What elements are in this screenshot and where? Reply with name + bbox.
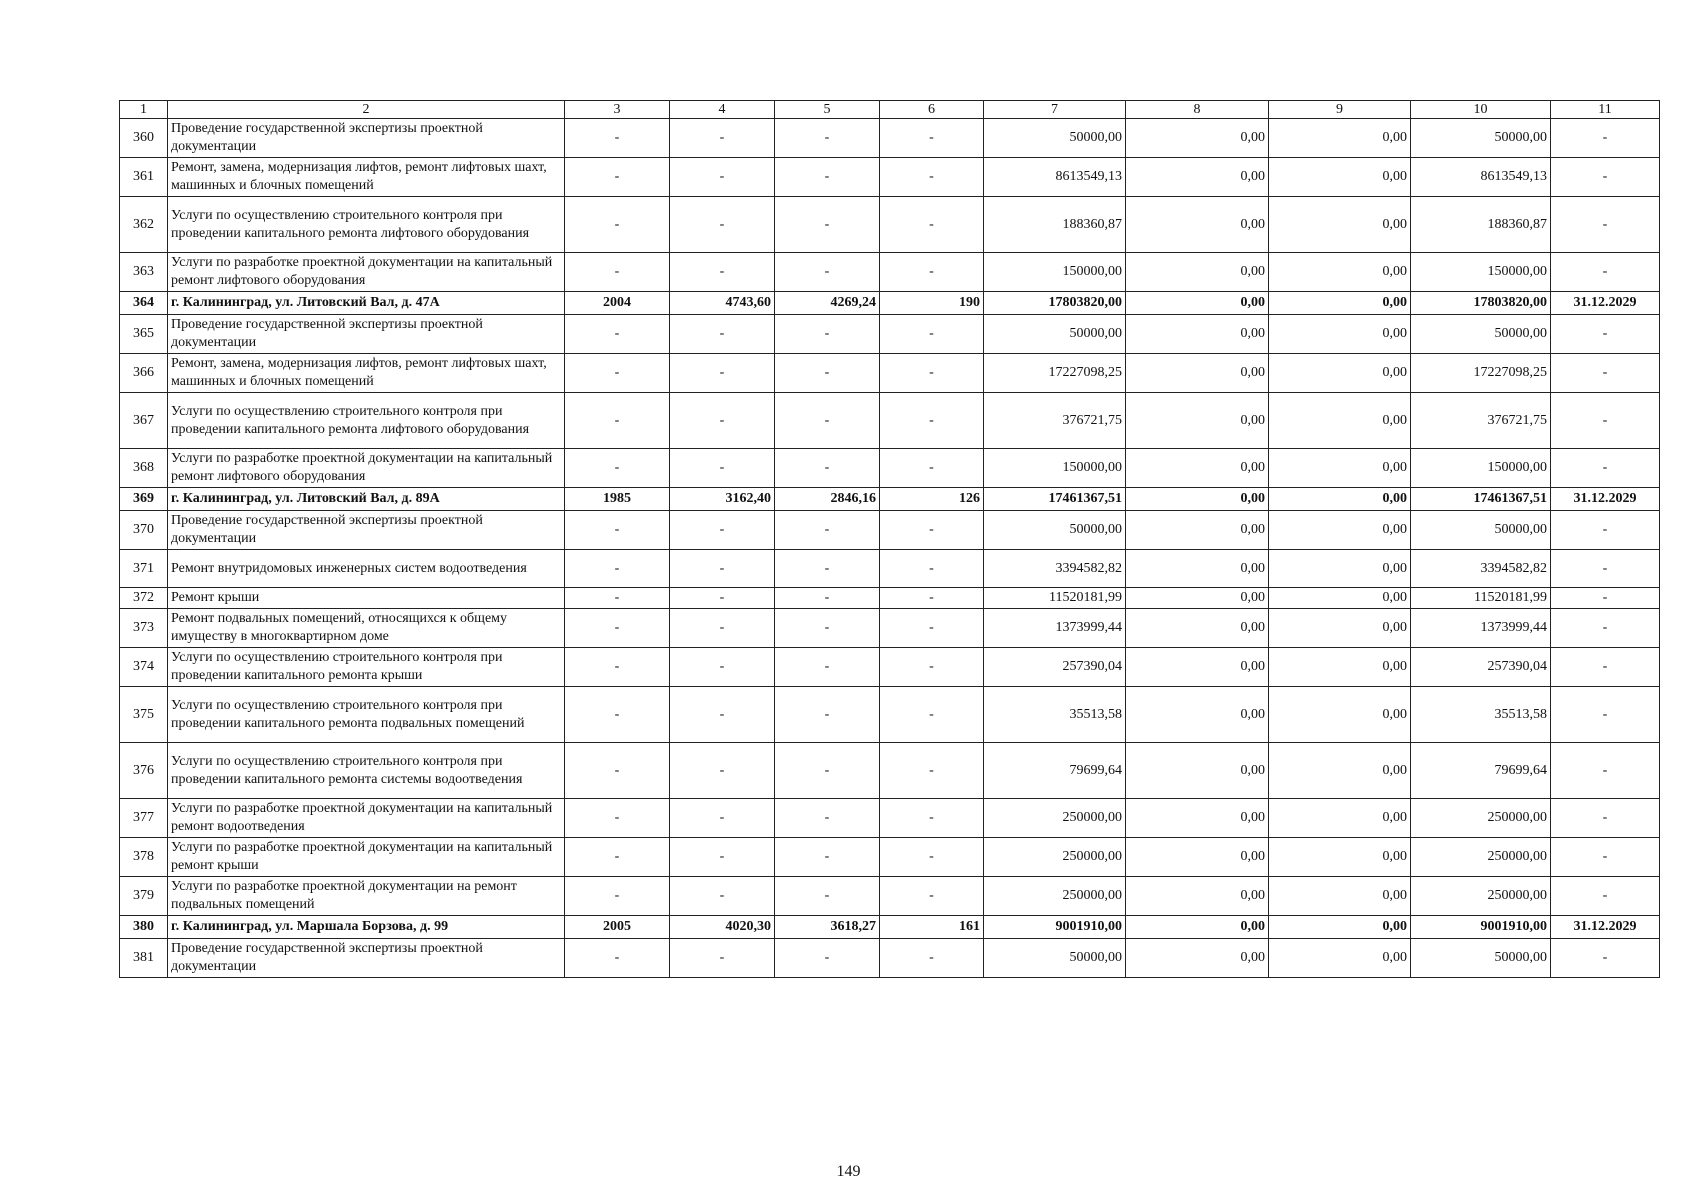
col-3-value: - (565, 939, 670, 978)
row-number: 364 (120, 292, 168, 315)
col-11-value: - (1551, 449, 1660, 488)
work-name: Проведение государственной экспертизы проектной документации (168, 511, 565, 550)
col-6-value: - (880, 877, 984, 916)
col-5-value: - (775, 393, 880, 449)
col-10-value: 8613549,13 (1411, 158, 1551, 197)
table-row (120, 253, 1660, 292)
col-11-value: - (1551, 799, 1660, 838)
col-5-value: - (775, 838, 880, 877)
col-4-value: - (670, 119, 775, 158)
header-cell: 3 (565, 101, 670, 119)
col-6-value: - (880, 838, 984, 877)
row-number: 361 (120, 158, 168, 197)
col-9-value: 0,00 (1269, 197, 1411, 253)
col-3-value: - (565, 687, 670, 743)
page-number: 149 (836, 1163, 861, 1180)
row-number: 366 (120, 354, 168, 393)
col-11-value: - (1551, 315, 1660, 354)
col-4-value: - (670, 743, 775, 799)
row-number: 374 (120, 648, 168, 687)
col-6-value: - (880, 393, 984, 449)
table-row (120, 393, 1660, 449)
row-number: 367 (120, 393, 168, 449)
col-9-value: 0,00 (1269, 119, 1411, 158)
col-7-value: 150000,00 (984, 253, 1126, 292)
col-7-value: 9001910,00 (984, 916, 1126, 939)
col-9-value: 0,00 (1269, 354, 1411, 393)
col-7-value: 257390,04 (984, 648, 1126, 687)
col-9-value: 0,00 (1269, 511, 1411, 550)
col-10-value: 50000,00 (1411, 511, 1551, 550)
col-7-value: 50000,00 (984, 939, 1126, 978)
row-number: 378 (120, 838, 168, 877)
header-cell: 5 (775, 101, 880, 119)
col-3-value: - (565, 511, 670, 550)
col-6-value: - (880, 354, 984, 393)
col-6-value: - (880, 253, 984, 292)
col-3-value: - (565, 315, 670, 354)
row-number: 368 (120, 449, 168, 488)
col-10-value: 17227098,25 (1411, 354, 1551, 393)
col-11-value: - (1551, 354, 1660, 393)
table-row (120, 511, 1660, 550)
col-7-value: 188360,87 (984, 197, 1126, 253)
col-11-value: - (1551, 197, 1660, 253)
col-9-value: 0,00 (1269, 550, 1411, 588)
col-11-value: - (1551, 158, 1660, 197)
col-7-value: 250000,00 (984, 799, 1126, 838)
col-10-value: 1373999,44 (1411, 609, 1551, 648)
table-row (120, 648, 1660, 687)
table-row (120, 799, 1660, 838)
col-4-value: 4020,30 (670, 916, 775, 939)
row-number: 377 (120, 799, 168, 838)
col-5-value: - (775, 354, 880, 393)
col-10-value: 250000,00 (1411, 799, 1551, 838)
col-4-value: - (670, 511, 775, 550)
col-6-value: - (880, 939, 984, 978)
col-11-value: - (1551, 838, 1660, 877)
col-7-value: 1373999,44 (984, 609, 1126, 648)
col-3-value: - (565, 550, 670, 588)
col-9-value: 0,00 (1269, 687, 1411, 743)
col-8-value: 0,00 (1126, 315, 1269, 354)
col-3-value: - (565, 609, 670, 648)
table-row (120, 743, 1660, 799)
row-number: 381 (120, 939, 168, 978)
col-11-value: - (1551, 550, 1660, 588)
col-10-value: 250000,00 (1411, 877, 1551, 916)
col-7-value: 79699,64 (984, 743, 1126, 799)
col-4-value: - (670, 609, 775, 648)
row-number: 363 (120, 253, 168, 292)
work-name: Услуги по осуществлению строительного контроля при проведении капитального ремонта лифтового оборудования (168, 393, 565, 449)
work-name: г. Калининград, ул. Литовский Вал, д. 47А (168, 292, 565, 315)
col-11-value: - (1551, 743, 1660, 799)
col-5-value: - (775, 158, 880, 197)
col-7-value: 150000,00 (984, 449, 1126, 488)
col-11-value: - (1551, 393, 1660, 449)
header-cell: 2 (168, 101, 565, 119)
col-8-value: 0,00 (1126, 488, 1269, 511)
table-row (120, 550, 1660, 588)
col-3-value: - (565, 253, 670, 292)
col-8-value: 0,00 (1126, 119, 1269, 158)
col-7-value: 17227098,25 (984, 354, 1126, 393)
col-8-value: 0,00 (1126, 648, 1269, 687)
col-5-value: - (775, 687, 880, 743)
col-10-value: 250000,00 (1411, 838, 1551, 877)
col-11-value: - (1551, 939, 1660, 978)
col-10-value: 17803820,00 (1411, 292, 1551, 315)
table-row (120, 687, 1660, 743)
col-6-value: - (880, 648, 984, 687)
col-9-value: 0,00 (1269, 393, 1411, 449)
col-11-value: - (1551, 511, 1660, 550)
col-9-value: 0,00 (1269, 253, 1411, 292)
col-8-value: 0,00 (1126, 354, 1269, 393)
work-name: Услуги по осуществлению строительного контроля при проведении капитального ремонта лифтового оборудования (168, 197, 565, 253)
work-name: г. Калининград, ул. Маршала Борзова, д. 99 (168, 916, 565, 939)
col-9-value: 0,00 (1269, 916, 1411, 939)
col-6-value: - (880, 588, 984, 609)
col-3-value: 2004 (565, 292, 670, 315)
col-10-value: 257390,04 (1411, 648, 1551, 687)
col-4-value: 3162,40 (670, 488, 775, 511)
col-11-value: 31.12.2029 (1551, 488, 1660, 511)
header-cell: 10 (1411, 101, 1551, 119)
table-row (120, 158, 1660, 197)
row-number: 370 (120, 511, 168, 550)
header-cell: 6 (880, 101, 984, 119)
col-5-value: 2846,16 (775, 488, 880, 511)
col-7-value: 50000,00 (984, 119, 1126, 158)
col-3-value: - (565, 197, 670, 253)
header-cell: 8 (1126, 101, 1269, 119)
work-name: Проведение государственной экспертизы проектной документации (168, 939, 565, 978)
col-10-value: 150000,00 (1411, 449, 1551, 488)
work-name: Услуги по осуществлению строительного контроля при проведении капитального ремонта крыши (168, 648, 565, 687)
col-10-value: 17461367,51 (1411, 488, 1551, 511)
col-5-value: - (775, 197, 880, 253)
col-6-value: - (880, 449, 984, 488)
col-6-value: 126 (880, 488, 984, 511)
col-9-value: 0,00 (1269, 939, 1411, 978)
col-4-value: - (670, 449, 775, 488)
col-6-value: - (880, 687, 984, 743)
col-6-value: - (880, 158, 984, 197)
col-9-value: 0,00 (1269, 877, 1411, 916)
col-11-value: - (1551, 609, 1660, 648)
header-cell: 7 (984, 101, 1126, 119)
row-number: 369 (120, 488, 168, 511)
col-10-value: 3394582,82 (1411, 550, 1551, 588)
col-6-value: - (880, 197, 984, 253)
col-7-value: 50000,00 (984, 315, 1126, 354)
col-5-value: - (775, 588, 880, 609)
header-cell: 4 (670, 101, 775, 119)
col-11-value: - (1551, 648, 1660, 687)
work-name: Услуги по разработке проектной документации на капитальный ремонт лифтового оборудования (168, 449, 565, 488)
col-3-value: - (565, 119, 670, 158)
col-10-value: 188360,87 (1411, 197, 1551, 253)
col-10-value: 35513,58 (1411, 687, 1551, 743)
col-3-value: 2005 (565, 916, 670, 939)
col-9-value: 0,00 (1269, 588, 1411, 609)
col-9-value: 0,00 (1269, 449, 1411, 488)
table-row (120, 588, 1660, 609)
work-name: Услуги по осуществлению строительного контроля при проведении капитального ремонта системы водоотведения (168, 743, 565, 799)
col-4-value: - (670, 393, 775, 449)
table-row (120, 197, 1660, 253)
col-3-value: - (565, 799, 670, 838)
work-name: Ремонт крыши (168, 588, 565, 609)
col-4-value: - (670, 939, 775, 978)
col-7-value: 17461367,51 (984, 488, 1126, 511)
table-row (120, 119, 1660, 158)
col-4-value: - (670, 158, 775, 197)
col-9-value: 0,00 (1269, 838, 1411, 877)
table-body (120, 101, 1660, 978)
col-8-value: 0,00 (1126, 550, 1269, 588)
col-6-value: 161 (880, 916, 984, 939)
col-6-value: - (880, 119, 984, 158)
col-4-value: - (670, 550, 775, 588)
col-3-value: - (565, 877, 670, 916)
address-row (120, 488, 1660, 511)
table-row (120, 609, 1660, 648)
address-row (120, 916, 1660, 939)
col-5-value: - (775, 550, 880, 588)
col-4-value: - (670, 648, 775, 687)
col-8-value: 0,00 (1126, 158, 1269, 197)
col-4-value: - (670, 253, 775, 292)
table-row (120, 315, 1660, 354)
col-10-value: 50000,00 (1411, 119, 1551, 158)
col-10-value: 150000,00 (1411, 253, 1551, 292)
col-8-value: 0,00 (1126, 743, 1269, 799)
col-7-value: 50000,00 (984, 511, 1126, 550)
col-3-value: - (565, 743, 670, 799)
table-row (120, 838, 1660, 877)
row-number: 379 (120, 877, 168, 916)
row-number: 376 (120, 743, 168, 799)
col-5-value: - (775, 609, 880, 648)
col-7-value: 376721,75 (984, 393, 1126, 449)
col-6-value: 190 (880, 292, 984, 315)
work-name: Услуги по разработке проектной документации на ремонт подвальных помещений (168, 877, 565, 916)
col-5-value: - (775, 877, 880, 916)
col-9-value: 0,00 (1269, 488, 1411, 511)
table-row (120, 939, 1660, 978)
row-number: 375 (120, 687, 168, 743)
address-row (120, 292, 1660, 315)
col-7-value: 17803820,00 (984, 292, 1126, 315)
col-9-value: 0,00 (1269, 799, 1411, 838)
col-8-value: 0,00 (1126, 449, 1269, 488)
work-name: Услуги по разработке проектной документации на капитальный ремонт крыши (168, 838, 565, 877)
col-4-value: - (670, 799, 775, 838)
col-8-value: 0,00 (1126, 877, 1269, 916)
col-5-value: 3618,27 (775, 916, 880, 939)
col-8-value: 0,00 (1126, 393, 1269, 449)
col-7-value: 35513,58 (984, 687, 1126, 743)
work-name: г. Калининград, ул. Литовский Вал, д. 89А (168, 488, 565, 511)
col-11-value: 31.12.2029 (1551, 916, 1660, 939)
col-8-value: 0,00 (1126, 916, 1269, 939)
col-8-value: 0,00 (1126, 253, 1269, 292)
col-3-value: - (565, 838, 670, 877)
col-7-value: 11520181,99 (984, 588, 1126, 609)
col-10-value: 376721,75 (1411, 393, 1551, 449)
col-9-value: 0,00 (1269, 648, 1411, 687)
col-4-value: - (670, 315, 775, 354)
row-number: 373 (120, 609, 168, 648)
work-name: Проведение государственной экспертизы проектной документации (168, 315, 565, 354)
col-5-value: - (775, 511, 880, 550)
header-row (120, 101, 1660, 119)
work-name: Услуги по разработке проектной документации на капитальный ремонт лифтового оборудования (168, 253, 565, 292)
col-6-value: - (880, 511, 984, 550)
col-9-value: 0,00 (1269, 292, 1411, 315)
col-3-value: - (565, 158, 670, 197)
col-8-value: 0,00 (1126, 292, 1269, 315)
col-11-value: - (1551, 588, 1660, 609)
col-11-value: 31.12.2029 (1551, 292, 1660, 315)
col-3-value: - (565, 588, 670, 609)
col-3-value: - (565, 648, 670, 687)
col-4-value: - (670, 197, 775, 253)
work-name: Ремонт подвальных помещений, относящихся к общему имуществу в многоквартирном доме (168, 609, 565, 648)
work-name: Ремонт, замена, модернизация лифтов, ремонт лифтовых шахт, машинных и блочных помещений (168, 158, 565, 197)
col-3-value: - (565, 393, 670, 449)
col-6-value: - (880, 550, 984, 588)
work-name: Услуги по разработке проектной документации на капитальный ремонт водоотведения (168, 799, 565, 838)
col-5-value: - (775, 315, 880, 354)
col-5-value: - (775, 253, 880, 292)
col-8-value: 0,00 (1126, 609, 1269, 648)
col-9-value: 0,00 (1269, 743, 1411, 799)
work-name: Ремонт внутридомовых инженерных систем водоотведения (168, 550, 565, 588)
col-7-value: 250000,00 (984, 877, 1126, 916)
col-5-value: - (775, 119, 880, 158)
col-5-value: - (775, 648, 880, 687)
col-6-value: - (880, 743, 984, 799)
table-row (120, 877, 1660, 916)
col-3-value: - (565, 354, 670, 393)
works-table (119, 100, 1660, 978)
col-10-value: 50000,00 (1411, 939, 1551, 978)
col-3-value: - (565, 449, 670, 488)
col-7-value: 250000,00 (984, 838, 1126, 877)
col-4-value: - (670, 354, 775, 393)
col-11-value: - (1551, 253, 1660, 292)
col-9-value: 0,00 (1269, 315, 1411, 354)
col-6-value: - (880, 799, 984, 838)
col-8-value: 0,00 (1126, 939, 1269, 978)
col-6-value: - (880, 315, 984, 354)
col-4-value: 4743,60 (670, 292, 775, 315)
table-row (120, 354, 1660, 393)
col-8-value: 0,00 (1126, 799, 1269, 838)
col-10-value: 79699,64 (1411, 743, 1551, 799)
col-8-value: 0,00 (1126, 687, 1269, 743)
col-4-value: - (670, 838, 775, 877)
work-name: Ремонт, замена, модернизация лифтов, ремонт лифтовых шахт, машинных и блочных помещений (168, 354, 565, 393)
work-name: Проведение государственной экспертизы проектной документации (168, 119, 565, 158)
col-10-value: 11520181,99 (1411, 588, 1551, 609)
col-11-value: - (1551, 119, 1660, 158)
col-5-value: - (775, 939, 880, 978)
header-cell: 9 (1269, 101, 1411, 119)
col-8-value: 0,00 (1126, 588, 1269, 609)
col-5-value: - (775, 743, 880, 799)
col-11-value: - (1551, 687, 1660, 743)
col-10-value: 50000,00 (1411, 315, 1551, 354)
col-8-value: 0,00 (1126, 838, 1269, 877)
row-number: 380 (120, 916, 168, 939)
col-6-value: - (880, 609, 984, 648)
header-cell: 1 (120, 101, 168, 119)
row-number: 360 (120, 119, 168, 158)
col-4-value: - (670, 877, 775, 916)
col-4-value: - (670, 687, 775, 743)
col-8-value: 0,00 (1126, 197, 1269, 253)
work-name: Услуги по осуществлению строительного контроля при проведении капитального ремонта подвальных помещений (168, 687, 565, 743)
col-3-value: 1985 (565, 488, 670, 511)
row-number: 371 (120, 550, 168, 588)
col-4-value: - (670, 588, 775, 609)
col-10-value: 9001910,00 (1411, 916, 1551, 939)
row-number: 362 (120, 197, 168, 253)
col-9-value: 0,00 (1269, 158, 1411, 197)
col-11-value: - (1551, 877, 1660, 916)
col-8-value: 0,00 (1126, 511, 1269, 550)
row-number: 372 (120, 588, 168, 609)
header-cell: 11 (1551, 101, 1660, 119)
table-row (120, 449, 1660, 488)
col-9-value: 0,00 (1269, 609, 1411, 648)
col-7-value: 8613549,13 (984, 158, 1126, 197)
col-5-value: - (775, 449, 880, 488)
col-7-value: 3394582,82 (984, 550, 1126, 588)
col-5-value: 4269,24 (775, 292, 880, 315)
col-5-value: - (775, 799, 880, 838)
row-number: 365 (120, 315, 168, 354)
